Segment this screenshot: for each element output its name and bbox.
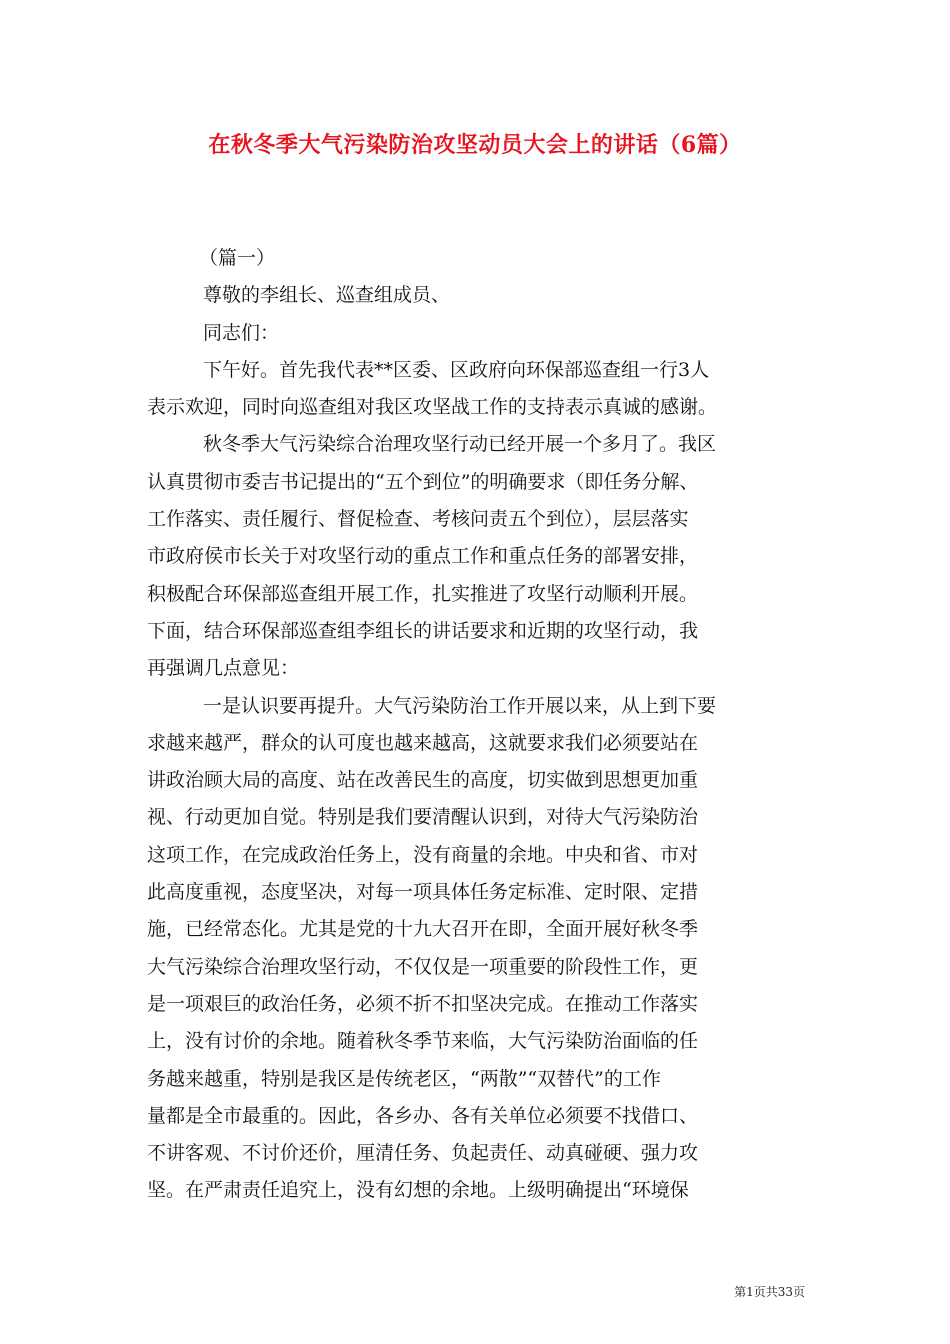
text-line: 再强调几点意见： <box>147 657 300 680</box>
text-line: 认真贯彻市委吉书记提出的“五个到位”的明确要求（即任务分解、 <box>147 470 699 493</box>
text-line: 市政府侯市长关于对攻坚行动的重点工作和重点任务的部署安排， <box>147 545 699 568</box>
text-line: 坚。在严肃责任追究上，没有幻想的余地。上级明确提出“环境保 <box>147 1179 689 1202</box>
text-line: 讲政治顾大局的高度、站在改善民生的高度，切实做到思想更加重 <box>147 769 699 792</box>
text-line: 求越来越严，群众的认可度也越来越高，这就要求我们必须要站在 <box>147 731 699 754</box>
text-line: 下面，结合环保部巡查组李组长的讲话要求和近期的攻坚行动，我 <box>147 619 699 642</box>
document-title: 在秋冬季大气污染防治攻坚动员大会上的讲话（6篇） <box>208 132 742 158</box>
text-line: 不讲客观、不讨价还价，厘清任务、负起责任、动真碰硬、强力攻 <box>147 1142 699 1165</box>
section-heading: （篇一） <box>199 247 276 269</box>
salutation-line: 同志们： <box>203 321 280 344</box>
text-line: 施，已经常态化。尤其是党的十九大召开在即，全面开展好秋冬季 <box>147 918 699 941</box>
salutation-line: 尊敬的李组长、巡查组成员、 <box>203 284 451 307</box>
page-number: 第1页共33页 <box>734 1285 805 1299</box>
text-line: 秋冬季大气污染综合治理攻坚行动已经开展一个多月了。我区 <box>203 433 717 456</box>
text-line: 积极配合环保部巡查组开展工作，扎实推进了攻坚行动顺利开展。 <box>147 582 699 605</box>
text-line: 大气污染综合治理攻坚行动，不仅仅是一项重要的阶段性工作，更 <box>147 955 699 978</box>
text-line: 这项工作，在完成政治任务上，没有商量的余地。中央和省、市对 <box>147 843 699 866</box>
text-line: 量都是全市最重的。因此，各乡办、各有关单位必须要不找借口、 <box>147 1104 699 1127</box>
text-line: 工作落实、责任履行、督促检查、考核问责五个到位），层层落实 <box>147 508 689 531</box>
text-line: 下午好。首先我代表**区委、区政府向环保部巡查组一行3人 <box>203 358 710 381</box>
text-line: 表示欢迎，同时向巡查组对我区攻坚战工作的支持表示真诚的感谢。 <box>147 396 718 419</box>
text-line: 视、行动更加自觉。特别是我们要清醒认识到，对待大气污染防治 <box>147 806 699 829</box>
text-line: 一是认识要再提升。大气污染防治工作开展以来，从上到下要 <box>203 694 717 717</box>
text-line: 上，没有讨价的余地。随着秋冬季节来临，大气污染防治面临的任 <box>147 1030 699 1053</box>
text-line: 是一项艰巨的政治任务，必须不折不扣坚决完成。在推动工作落实 <box>147 992 699 1015</box>
document-body <box>147 240 807 1210</box>
text-line: 务越来越重，特别是我区是传统老区，“两散”“双替代”的工作 <box>147 1067 661 1090</box>
text-line: 此高度重视，态度坚决，对每一项具体任务定标准、定时限、定措 <box>147 881 699 904</box>
